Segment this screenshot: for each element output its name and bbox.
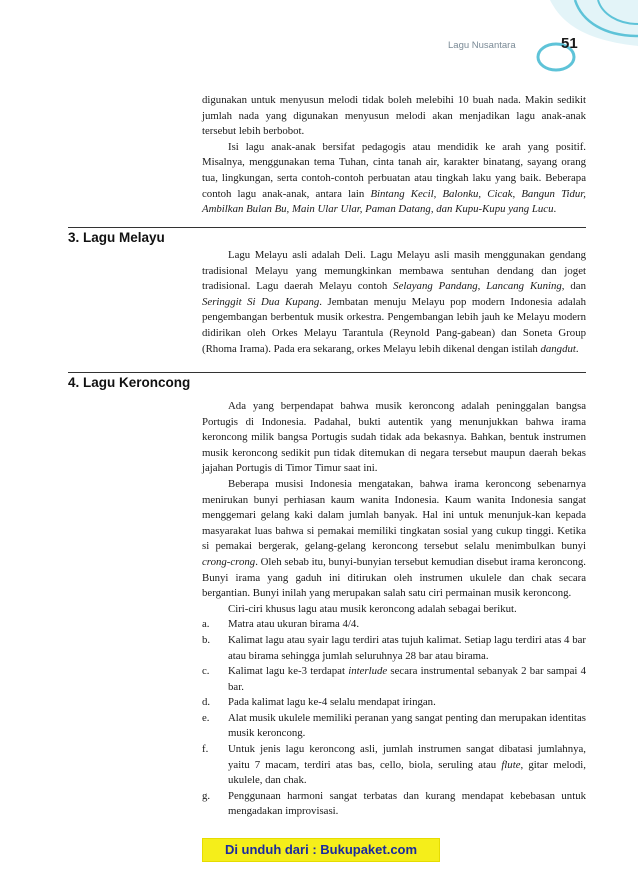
- paragraph: Isi lagu anak-anak bersifat pedagogis atau mendidik ke arah yang positif. Misalnya, menggunakan tema Tuhan, cinta tanah air, karakter binatang, sayang orang tua, lingkungan, serta contoh-contoh perbuatan atau tingkah laku yang baik. Beberapa contoh lagu anak-anak, antara lain Bintang Kecil, Balonku, Cicak, Bangun Tidur, Ambilkan Bulan Bu, Main Ular Ular, Paman Datang, dan Kupu-Kupu yang Lucu.: [202, 140, 587, 216]
- paragraph: Beberapa musisi Indonesia mengatakan, bahwa irama keroncong sebenarnya menirukan bunyi perhiasan kaum wanita Indonesia. Kaum wanita Indonesia sangat menggemari gelang kaki dalam jumlah banyak. Hal ini untuk menunjuk-kan kepada masyarakat luas bahwa si pemakai memiliki tingkatan sosial yang cukup tinggi. Ketika si pemakai bergerak, gelang-gelang keroncong tersebut selalu menimbulkan bunyi crong-crong. Oleh sebab itu, bunyi-bunyian tersebut kemudian disebut irama keroncong. Bunyi irama yang gaduh ini ditirukan oleh instrumen ukulele dan chak secara bergantian. Bunyi inilah yang merupakan salah satu ciri permainan musik keroncong.: [202, 477, 586, 600]
- list-item: c. Kalimat lagu ke-3 terdapat interlude secara instrumental sebanyak 2 bar sampai 4 bar.: [202, 665, 586, 693]
- download-source-banner[interactable]: Di unduh dari : Bukupaket.com: [202, 838, 440, 862]
- paragraph: Ciri-ciri khusus lagu atau musik keroncong adalah sebagai berikut.: [228, 602, 517, 615]
- paragraph: digunakan untuk menyusun melodi tidak boleh melebihi 10 buah nada. Makin sedikit jumlah nada yang digunakan menyusun melodi akan menjadikan lagu anak-anak tersebut lebih berbobot.: [202, 94, 586, 138]
- section-divider: [68, 372, 586, 373]
- keroncong-text: [202, 399, 586, 820]
- paragraph: Lagu Melayu asli adalah Deli. Lagu Melayu asli masih menggunakan gendang tradisional Melayu yang memungkinkan membawa sentuhan dendang dan joget tradisional. Lagu daerah Melayu contoh Selayang Pandang, Lancang Kuning, dan Seringgit Si Dua Kupang. Jembatan menuju Melayu pop modern Indonesia adalah pengembangan berbentuk musik orkestra. Pengembangan lebih jauh ke Melayu modern didirikan oleh Orkes Melayu Tarantula (Reynold Pang-gabean) dan Soneta Group (Rhoma Irama). Pada era sekarang, orkes Melayu lebih dikenal dengan istilah dangdut.: [202, 249, 586, 355]
- section-heading-melayu: 3. Lagu Melayu: [68, 230, 165, 245]
- list-item: d. Pada kalimat lagu ke-4 selalu mendapat iringan.: [202, 696, 436, 709]
- characteristics-list: [202, 617, 586, 820]
- list-item: a. Matra atau ukuran birama 4/4.: [202, 618, 360, 631]
- melayu-text: [202, 248, 586, 357]
- page-number: 51: [561, 35, 578, 52]
- list-item: f. Untuk jenis lagu keroncong asli, jumlah instrumen sangat dibatasi jumlahnya, yaitu 7 macam, terdiri atas bas, cello, biola, seruling atau flute, gitar melodi, ukulele, dan chak.: [202, 743, 586, 787]
- list-item: g. Penggunaan harmoni sangat terbatas dan kurang mendapat kebebasan untuk mengadakan improvisasi.: [202, 789, 586, 818]
- corner-decoration: [520, 0, 638, 72]
- list-item: b. Kalimat lagu atau syair lagu terdiri atas tujuh kalimat. Setiap lagu terdiri atas 4 bar atau birama sehingga jumlah seluruhnya 28 bar atau birama.: [202, 633, 586, 662]
- list-item: e. Alat musik ukulele memiliki peranan yang sangat penting dan merupakan identitas musik keroncong.: [202, 711, 586, 740]
- running-title: Lagu Nusantara: [448, 40, 516, 51]
- section-heading-keroncong: 4. Lagu Keroncong: [68, 375, 191, 390]
- intro-text: [202, 93, 586, 218]
- section-divider: [68, 227, 586, 228]
- paragraph: Ada yang berpendapat bahwa musik keroncong adalah peninggalan bangsa Portugis di Indonesia. Padahal, bukti autentik yang menunjukkan bahwa irama keroncong milik bangsa Portugis sudah tidak ada bekasnya. Bahkan, bentuk instrumen musik keroncong sedikit pun tidak ditemukan di negara tersebut maupun daerah bekas jajahan Portugis di Timor Timur saat ini.: [202, 400, 586, 475]
